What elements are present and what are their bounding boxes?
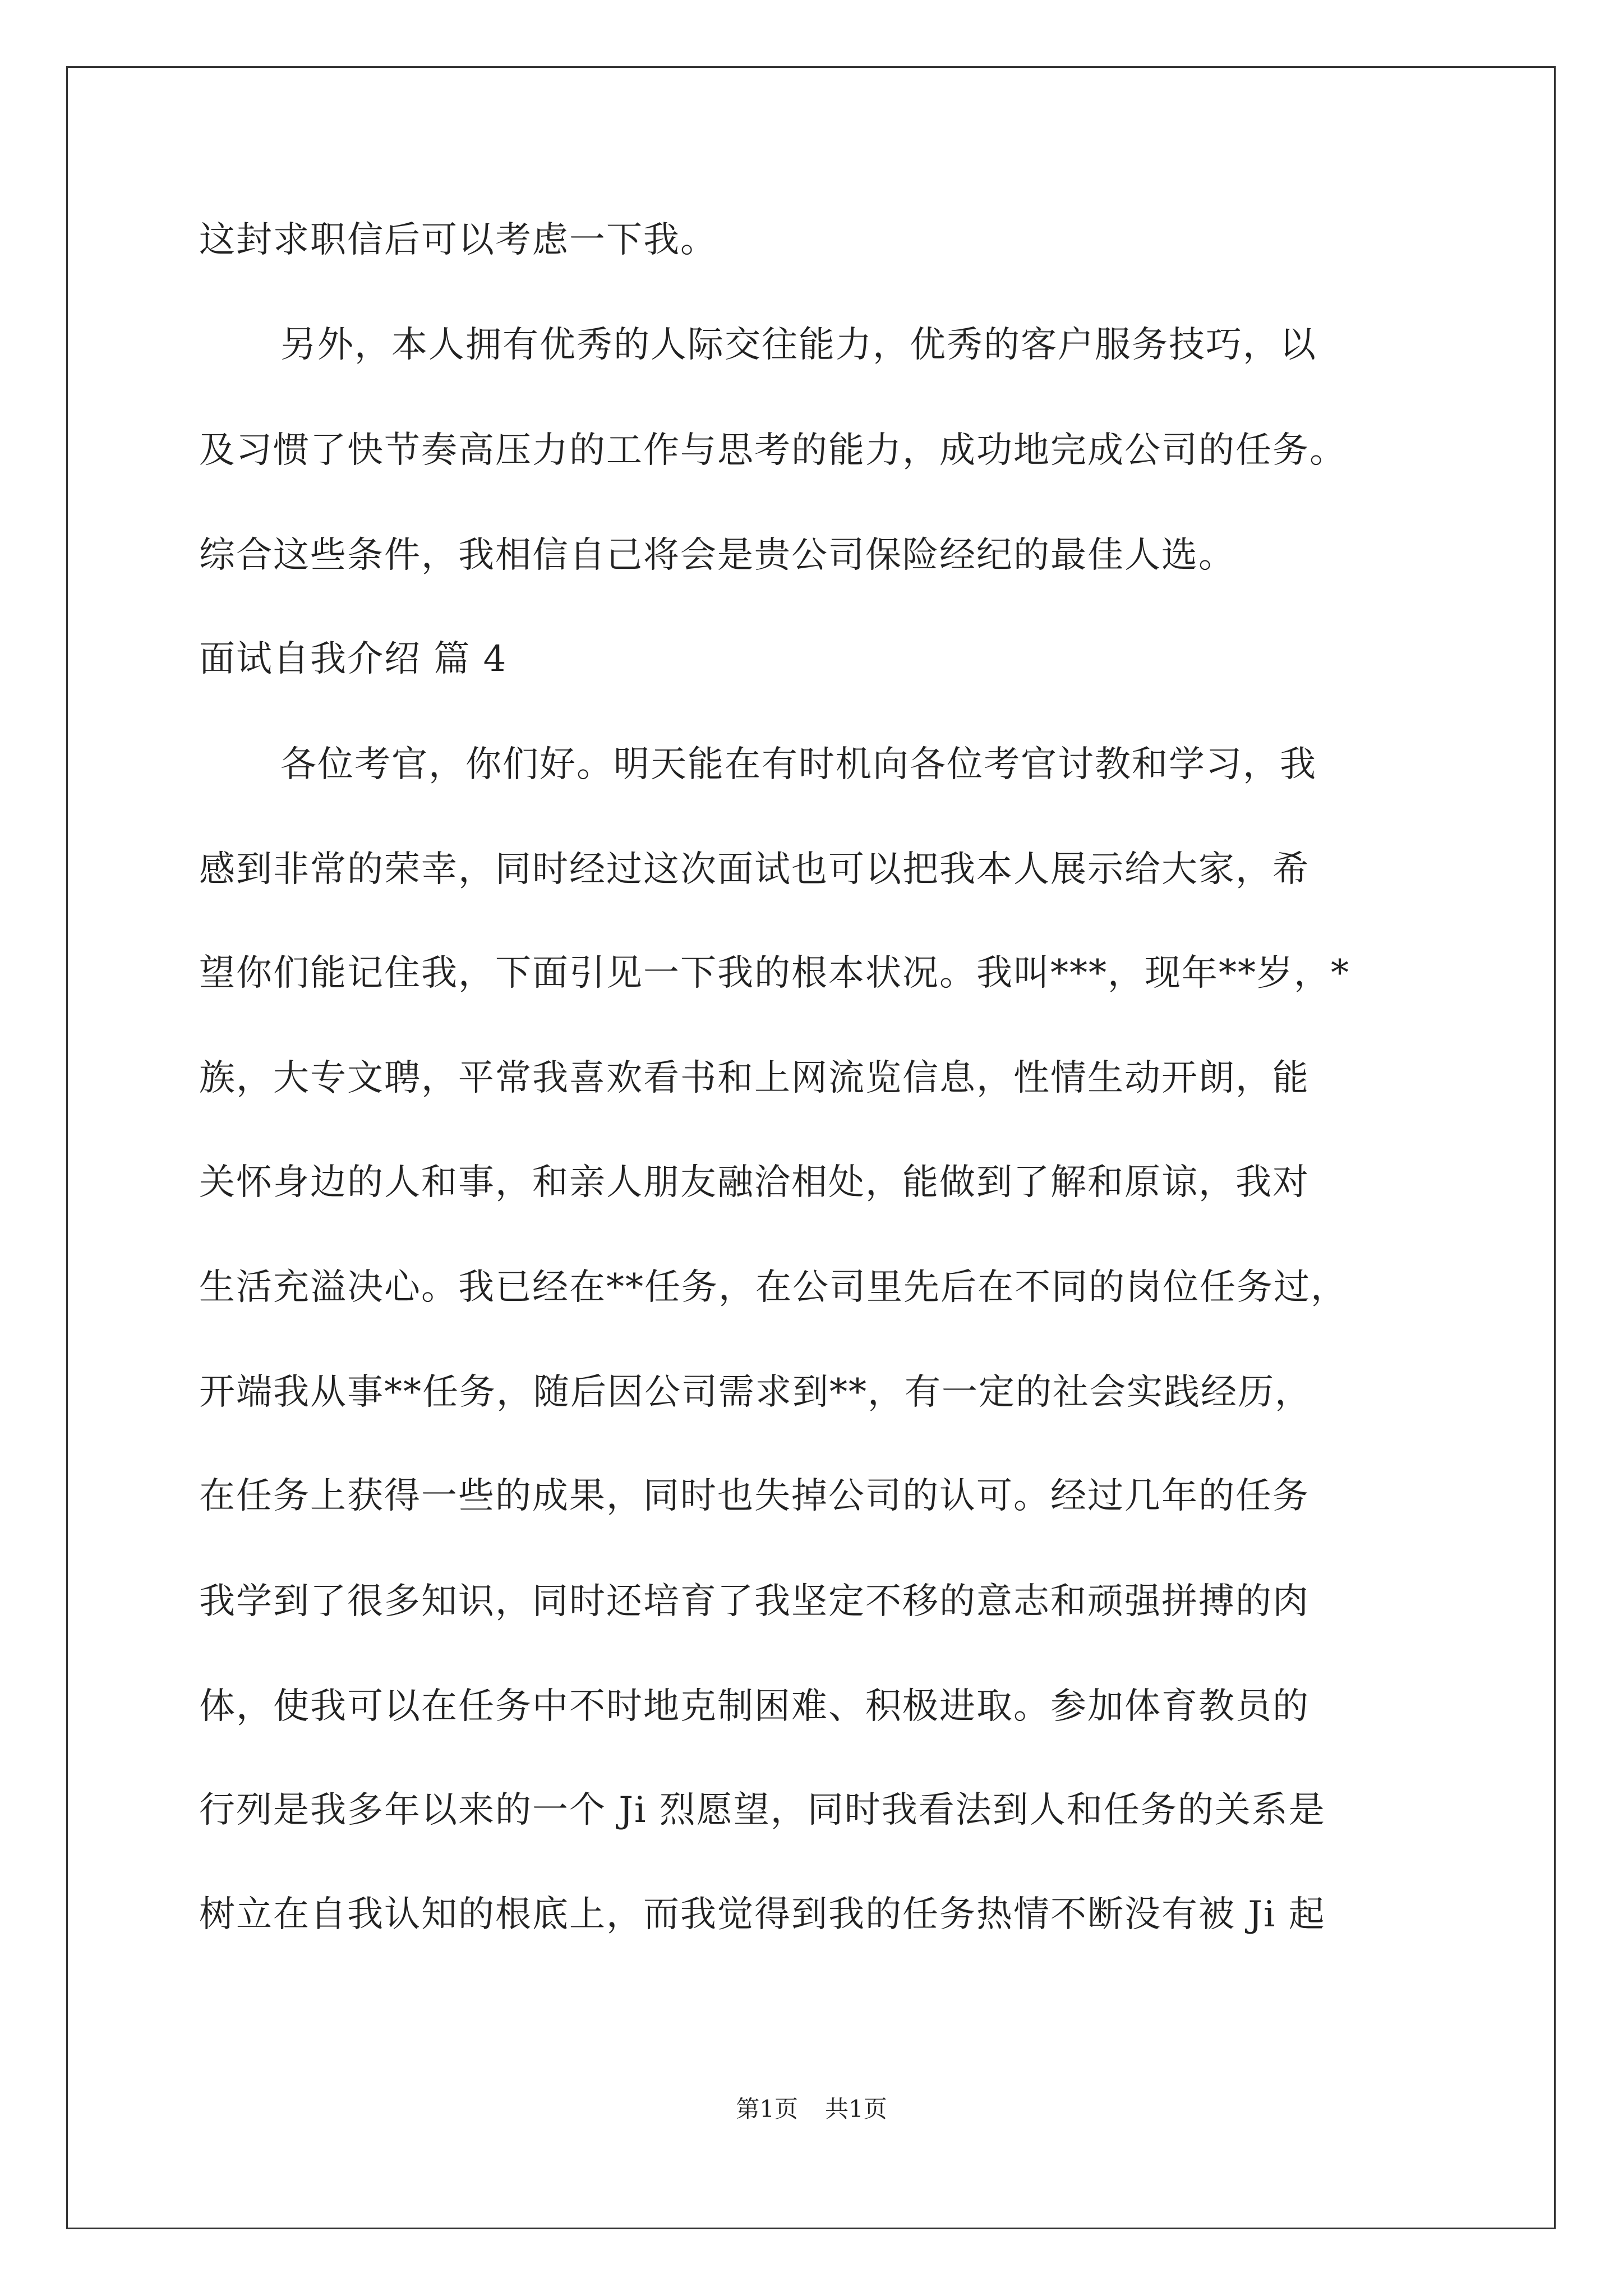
text-line: 生活充溢决心。我已经在**任务，在公司里先后在不同的岗位任务过， [199,1267,1348,1308]
text-line: 望你们能记住我，下面引见一下我的根本状况。我叫***，现年**岁，* [199,953,1350,994]
text-line: 族，大专文聘，平常我喜欢看书和上网流览信息，性情生动开朗，能 [199,1057,1310,1099]
text-line: 关怀身边的人和事，和亲人朋友融洽相处，能做到了解和原谅，我对 [199,1162,1310,1203]
text-line: 这封求职信后可以考虑一下我。 [199,219,717,261]
text-line: 感到非常的荣幸，同时经过这次面试也可以把我本人展示给大家，希 [199,849,1310,890]
text-line: 开端我从事**任务，随后因公司需求到**，有一定的社会实践经历， [199,1372,1312,1413]
text-line: 各位考官，你们好。明天能在有时机向各位考官讨教和学习，我 [280,744,1317,785]
text-line: 树立在自我认知的根底上，而我觉得到我的任务热情不断没有被 Ji 起 [199,1894,1326,1935]
page-total: 共1页 [825,2095,887,2123]
text-line: 行列是我多年以来的一个 Ji 烈愿望，同时我看法到人和任务的关系是 [199,1789,1326,1831]
page-number: 第1页 [736,2095,798,2123]
text-line: 体，使我可以在任务中不时地克制困难、积极进取。参加体育教员的 [199,1686,1310,1727]
text-line: 在任务上获得一些的成果，同时也失掉公司的认可。经过几年的任务 [199,1475,1310,1517]
page-footer [0,2092,1623,2126]
section-heading: 面试自我介绍 篇 4 [199,638,508,680]
text-line: 另外，本人拥有优秀的人际交往能力，优秀的客户服务技巧，以 [280,324,1317,366]
text-line: 我学到了很多知识，同时还培育了我坚定不移的意志和顽强拼搏的肉 [199,1581,1310,1622]
text-line: 综合这些条件，我相信自己将会是贵公司保险经纪的最佳人选。 [199,535,1235,576]
text-line: 及习惯了快节奏高压力的工作与思考的能力，成功地完成公司的任务。 [199,430,1347,471]
